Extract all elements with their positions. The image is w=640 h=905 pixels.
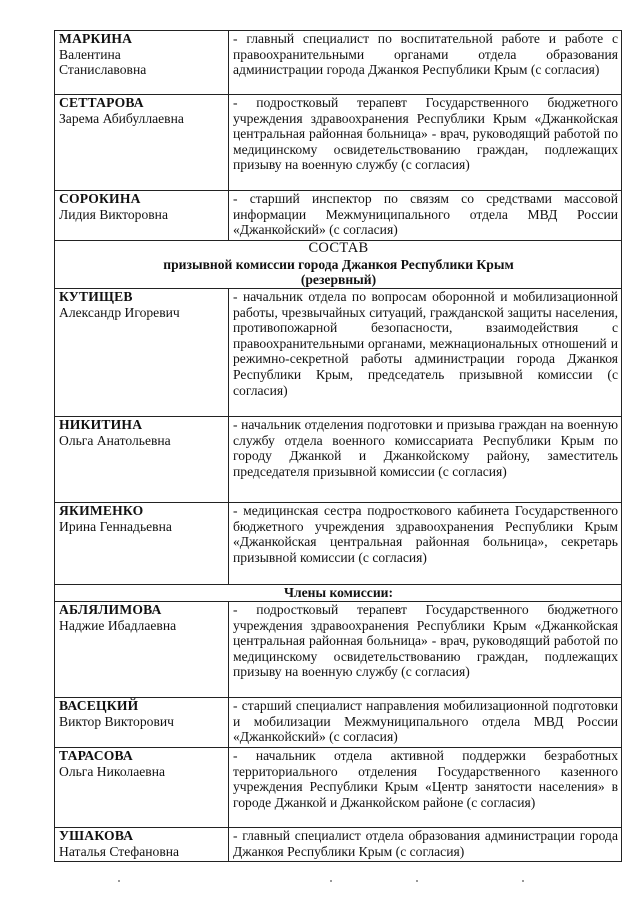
name-cell (55, 31, 229, 95)
name-cell (55, 417, 229, 503)
position-description: - начальник отделения подготовки и призыва граждан на военную службу отдела военного комиссариата Республики Крым по городу Джанкой и Джанкойскому району, заместитель председателя призывной комиссии (с согласия) (229, 417, 622, 503)
given-name-line: Ольга Анатольевна (59, 432, 171, 448)
given-name-line: Зарема Абибуллаевна (59, 110, 184, 126)
surname: ТАРАСОВА (59, 748, 133, 763)
position-description: - начальник отдела активной поддержки безработных территориального отделения Государственного казенного учреждения Республики Крым «Центр занятости населения» в городе Джанкой и Джанкойском районе (с согласия) (229, 748, 622, 828)
table-row (55, 828, 622, 862)
position-description: - главный специалист по воспитательной работе и работе с правоохранительными органами отдела образования администрации города Джанкоя Республики Крым (с согласия) (229, 31, 622, 95)
table-row (55, 503, 622, 585)
scan-dot (416, 880, 418, 882)
surname: СОРОКИНА (59, 191, 141, 206)
name-cell (55, 191, 229, 241)
name-cell (55, 602, 229, 698)
heading-subtitle: призывной комиссии города Джанкоя Республики Крым (163, 256, 514, 272)
scan-noise (118, 880, 538, 886)
members-heading: Члены комиссии: (55, 585, 622, 602)
table-row (55, 698, 622, 748)
name-cell (55, 698, 229, 748)
position-description: - медицинская сестра подросткового кабинета Государственного бюджетного учреждения здравоохранения Республики Крым «Джанкойская центральная районная больница», секретарь призывной комиссии (с согласия) (229, 503, 622, 585)
name-cell (55, 503, 229, 585)
commission-roster-table (54, 30, 622, 862)
surname: НИКИТИНА (59, 417, 143, 432)
surname: МАРКИНА (59, 31, 133, 46)
table-row (55, 602, 622, 698)
given-name-line: Станиславовна (59, 62, 147, 78)
scan-dot (330, 880, 332, 882)
table-row (55, 289, 622, 417)
name-cell (55, 748, 229, 828)
table-row (55, 31, 622, 95)
heading-title: СОСТАВ (308, 240, 369, 256)
name-cell (55, 828, 229, 862)
surname: ВАСЕЦКИЙ (59, 698, 139, 713)
table-row (55, 748, 622, 828)
section-heading-row (55, 585, 622, 602)
position-description: - главный специалист отдела образования администрации города Джанкоя Республики Крым (с согласия) (229, 828, 622, 862)
position-description: - начальник отдела по вопросам оборонной и мобилизационной работы, чрезвычайных ситуаций, гражданской защиты населения, противопожарной безопасности, взаимодействия с правоохранительными органами, межнациональных отношений и режимно-секретной работы администрации города Джанкоя Республики Крым, председатель призывной комиссии (с согласия) (229, 289, 622, 417)
table-row (55, 95, 622, 191)
given-name-line: Виктор Викторович (59, 713, 174, 729)
given-name-line: Наталья Стефановна (59, 843, 180, 859)
given-name-line: Ирина Геннадьевна (59, 518, 172, 534)
section-heading-row (55, 241, 622, 289)
given-name-line: Валентина (59, 46, 121, 62)
position-description: - подростковый терапевт Государственного бюджетного учреждения здравоохранения Республики Крым «Джанкойская центральная районная больница» - врач, руководящий работой по медицинскому освидетельствованию граждан, подлежащих призыву на военную службу (с согласия) (229, 602, 622, 698)
given-name-line: Александр Игоревич (59, 304, 180, 320)
name-cell (55, 95, 229, 191)
table-row (55, 191, 622, 241)
surname: ЯКИМЕНКО (59, 503, 144, 518)
given-name-line: Ольга Николаевна (59, 763, 166, 779)
surname: КУТИЩЕВ (59, 289, 133, 304)
name-cell (55, 289, 229, 417)
scan-dot (522, 880, 524, 882)
position-description: - старший инспектор по связям со средствами массовой информации Межмуниципального отдела МВД России «Джанкойский» (с согласия) (229, 191, 622, 241)
position-description: - подростковый терапевт Государственного бюджетного учреждения здравоохранения Республики Крым «Джанкойская центральная районная больница» - врач, руководящий работой по медицинскому освидетельствованию граждан, подлежащих призыву на военную службу (с согласия) (229, 95, 622, 191)
surname: УШАКОВА (59, 828, 134, 843)
reserve-composition-heading (55, 241, 622, 289)
given-name-line: Наджие Ибадлаевна (59, 617, 177, 633)
surname: АБЛЯЛИМОВА (59, 602, 162, 617)
heading-note: (резервный) (300, 272, 377, 288)
given-name-line: Лидия Викторовна (59, 206, 168, 222)
table-row (55, 417, 622, 503)
surname: СЕТТАРОВА (59, 95, 144, 110)
scan-dot (118, 880, 120, 882)
position-description: - старший специалист направления мобилизационной подготовки и мобилизации Межмуниципального отдела МВД России «Джанкойский» (с согласия) (229, 698, 622, 748)
